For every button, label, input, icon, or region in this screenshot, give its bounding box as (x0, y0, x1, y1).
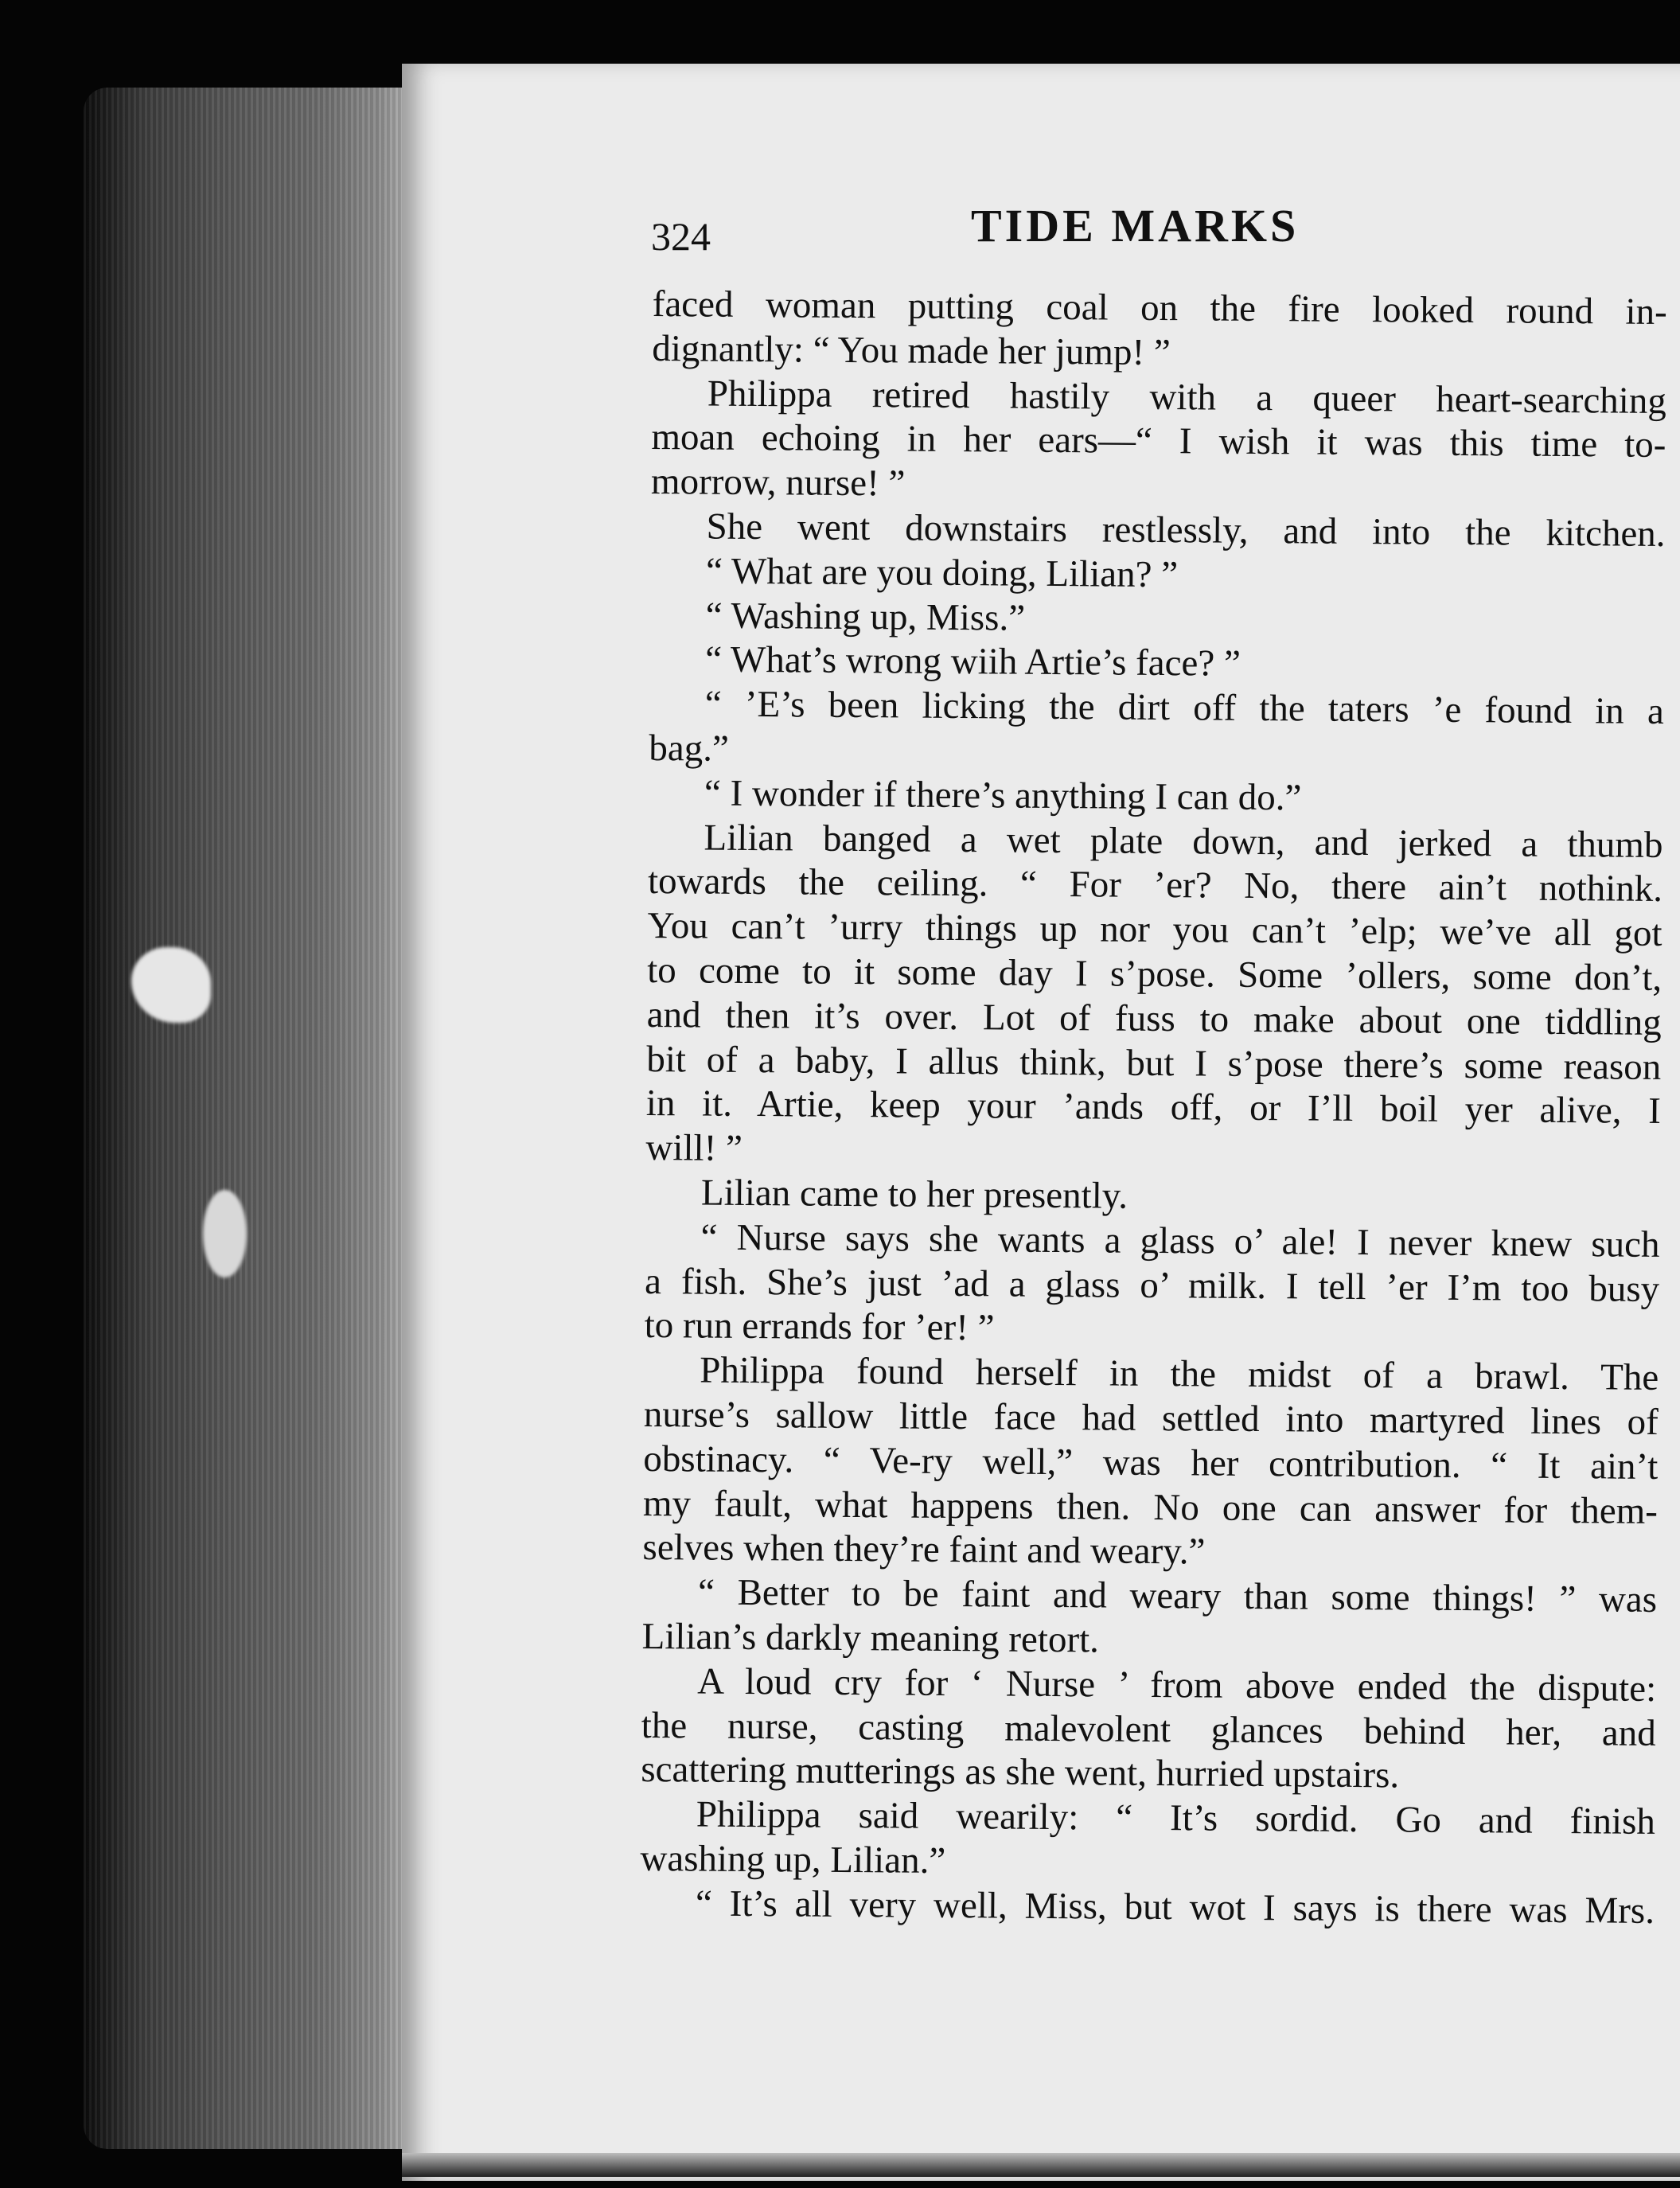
text-line: will! ” (645, 1127, 743, 1170)
text-line: Lilian came to her presently. (700, 1172, 1128, 1217)
text-line: in it. Artie, keep your ’ands off, or I’ll boil yer alive, I (645, 1082, 1662, 1133)
text-line: Lilian’s darkly meaning retort. (641, 1615, 1100, 1661)
text-line: “ Better to be faint and weary than some things! ” was (697, 1571, 1658, 1621)
text-line: faced woman putting coal on the fire looked round in- (652, 283, 1667, 333)
text-line: You can’t ’urry things up nor you can’t ’elp; we’ve all got (647, 905, 1662, 955)
text-line: my fault, what happens then. No one can answer for them- (642, 1482, 1659, 1532)
text-line: to come to it some day I s’pose. Some ’ollers, some don’t, (647, 949, 1662, 999)
body-text (640, 283, 1667, 1933)
text-line: Philippa said wearily: “ It’s sordid. Go and finish (696, 1793, 1656, 1843)
page-bottom-edge (402, 2153, 1680, 2177)
text-line: and then it’s over. Lot of fuss to make about one tiddling (646, 993, 1662, 1043)
text-line: bit of a baby, I allus think, but I s’pose there’s some reason (646, 1038, 1662, 1088)
text-line: “ ’E’s been licking the dirt off the taters ’e found in a (704, 683, 1665, 733)
text-line: to run errands for ’er! ” (644, 1305, 995, 1349)
text-line: a fish. She’s just ’ad a glass o’ milk. I tell ’er I’m too busy (644, 1260, 1660, 1310)
text-line: obstinacy. “ Ve-ry well,” was her contribution. “ It ain’t (643, 1437, 1659, 1488)
text-line: towards the ceiling. “ For ’er? No, there ain’t nothink. (647, 860, 1663, 911)
text-line: bag.” (649, 727, 730, 770)
text-line: nurse’s sallow little face had settled into martyred lines of (643, 1393, 1659, 1443)
text-line: “ What’s wrong wiih Artie’s face? ” (705, 638, 1241, 685)
text-line: dignantly: “ You made her jump! ” (652, 327, 1171, 373)
text-line: scattering mutterings as she went, hurried upstairs. (641, 1749, 1400, 1796)
text-line: She went downstairs restlessly, and into the kitchen. (706, 505, 1666, 555)
page-number: 324 (651, 214, 711, 259)
text-line: A loud cry for ‘ Nurse ’ from above ended the dispute: (696, 1660, 1657, 1710)
text-line: “ It’s all very well, Miss, but wot I says is there was Mrs. (695, 1882, 1655, 1932)
text-line: the nurse, casting malevolent glances behind her, and (641, 1704, 1656, 1754)
text-line: “ I wonder if there’s anything I can do.” (704, 772, 1302, 819)
text-line: Philippa found herself in the midst of a brawl. The (700, 1349, 1659, 1399)
text-line: morrow, nurse! ” (650, 461, 906, 505)
text-line: “ Nurse says she wants a glass o’ ale! I never knew such (700, 1216, 1660, 1266)
page-edge-stain (203, 1190, 247, 1277)
text-line: selves when they’re faint and weary.” (642, 1527, 1206, 1573)
text-line: “ What are you doing, Lilian? ” (705, 550, 1179, 595)
running-head (651, 199, 1678, 279)
text-line: washing up, Lilian.” (640, 1837, 946, 1882)
text-line: “ Washing up, Miss.” (705, 595, 1026, 639)
text-line: moan echoing in her ears—“ I wish it was this time to- (651, 416, 1666, 466)
running-title: TIDE MARKS (971, 200, 1300, 252)
book-page-edges (84, 88, 418, 2149)
text-line: Philippa retired hastily with a queer heart-searching (707, 372, 1667, 422)
text-line: Lilian banged a wet plate down, and jerked a thumb (704, 817, 1663, 866)
